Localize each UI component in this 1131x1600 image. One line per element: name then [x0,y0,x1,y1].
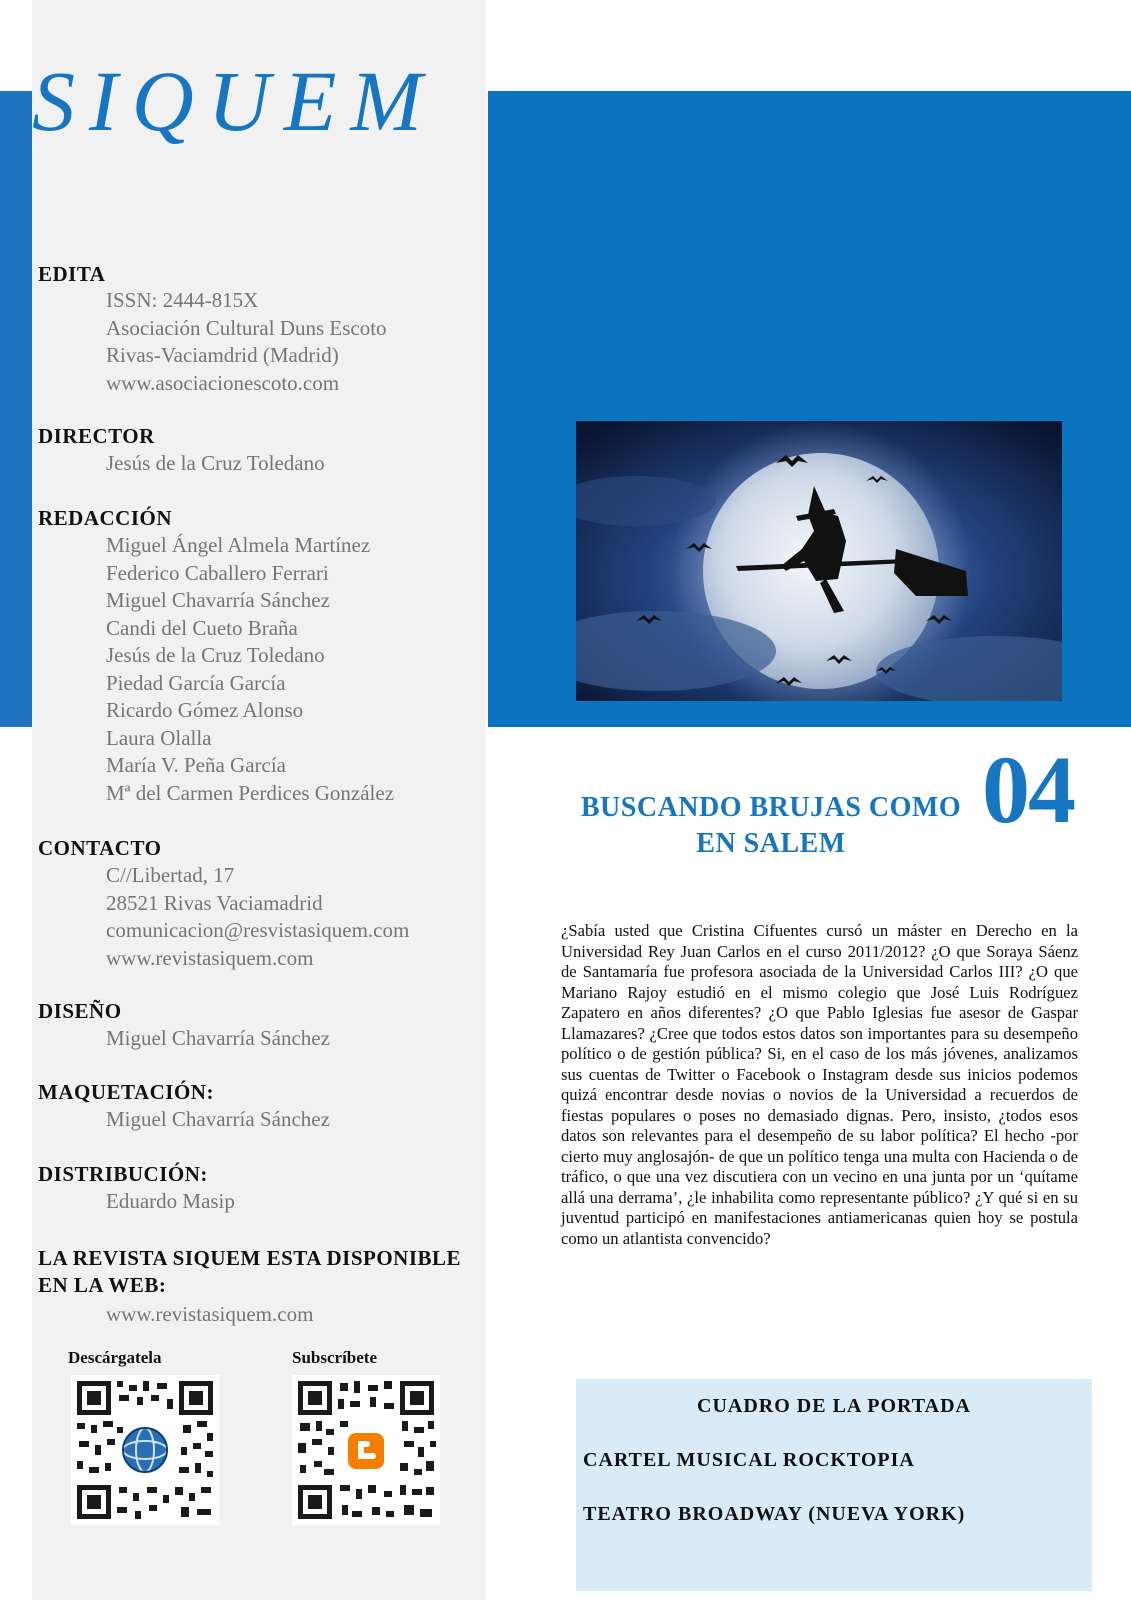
staff-name: Laura Olalla [106,725,212,750]
globe-icon [123,1428,167,1472]
article-title-line2: EN SALEM [696,828,846,859]
contacto-lines [106,862,409,972]
siquem-logo: SIQUEM [32,53,437,149]
issn-text: ISSN: 2444-815X [106,288,259,312]
cover-photo-witch-moon [576,421,1062,701]
publisher-text: Asociación Cultural Duns Escoto [106,315,387,340]
maquetacion-heading: MAQUETACIÓN: [38,1080,214,1104]
staff-name: Ricardo Gómez Alonso [106,698,304,722]
staff-name: Federico Caballero Ferrari [106,560,329,585]
layout-name: Miguel Chavarría Sánchez [106,1107,330,1131]
article-title-line1: BUSCANDO BRUJAS COMO [580,792,962,823]
staff-name: María V. Peña García [106,753,286,777]
redaccion-heading: REDACCIÓN [38,506,173,530]
left-accent-bar [0,91,32,727]
staff-name: Miguel Ángel Almela Martínez [106,533,371,557]
witch-moon-illustration [576,421,1062,701]
maquetacion-lines [106,1106,330,1134]
edita-heading: EDITA [38,262,106,286]
staff-name: Candi del Cueto Braña [106,615,298,640]
address-street: C//Libertad, 17 [106,863,235,887]
redaccion-lines [106,532,394,807]
cover-info-title: CUADRO DE LA PORTADA [697,1395,971,1417]
web-heading-line1: LA REVISTA SIQUEM ESTA DISPONIBLE [38,1246,462,1270]
download-qr-code[interactable] [71,1375,219,1525]
subscribe-qr-code[interactable] [292,1375,440,1525]
magazine-url-link[interactable]: www.revistasiquem.com [106,1302,314,1326]
address-city: 28521 Rivas Vaciamadrid [106,890,323,915]
distribucion-lines [106,1188,235,1216]
staff-name: Jesús de la Cruz Toledano [106,643,325,667]
download-qr-label: Descárgatela [68,1348,162,1367]
staff-name: Piedad García García [106,670,286,695]
director-lines [106,450,325,478]
publisher-url-link[interactable]: www.asociacionescoto.com [106,370,340,395]
staff-name: Miguel Chavarría Sánchez [106,588,330,612]
distribucion-heading: DISTRIBUCIÓN: [38,1162,208,1186]
diseno-heading: DISEÑO [38,999,122,1023]
director-name: Jesús de la Cruz Toledano [106,451,325,475]
designer-name: Miguel Chavarría Sánchez [106,1026,330,1050]
distributor-name: Eduardo Masip [106,1189,235,1213]
web-availability-heading [38,1245,488,1299]
edita-lines [106,287,387,397]
contacto-heading: CONTACTO [38,836,162,860]
web-heading-line2: EN LA WEB: [38,1273,167,1297]
cover-info-venue: TEATRO BROADWAY (NUEVA YORK) [583,1503,966,1525]
director-heading: DIRECTOR [38,424,155,448]
article-title [560,790,982,862]
contact-url-link[interactable]: www.revistasiquem.com [106,945,314,970]
issue-number: 04 [982,736,1074,843]
blogger-icon [348,1433,384,1469]
download-qr-graphic [71,1375,219,1525]
subscribe-qr-graphic [292,1375,440,1525]
article-body-text: ¿Sabía usted que Cristina Cifuentes cursó un máster en Derecho en la Universidad Rey Juan Carlos en el curso 2011/2012? ¿O que Soraya Sáenz de Santamaría fue profesora asociada de la Universidad Carlos III? ¿O que Mariano Rajoy estudió en el mismo colegio que José Luis Rodríguez Zapatero en años diferentes? ¿O que Pablo Iglesias fue asesor de Gaspar Llamazares? ¿Cree que todos estos datos son importantes para su desempeño político o de gestión pública? Si, en el caso de los más jóvenes, analizamos sus cuentas de Twitter o Facebook o Instagram desde sus inicios podemos quizá encontrar desde novias o novios de la Universidad a recuerdos de fiestas populares o poses no demasiado dignas. Pero, insisto, ¿todos esos datos son relevantes para el desempeño de su labor política? El hecho -por cierto muy anglosajón- de que un político tenga una multa con Hacienda o de tráfico, o que una vez discutiera con un vecino en una junta por un ‘quítame allá una derrama’, ¿le inhabilita como representante público? ¿Y qué si en su juventud participó en manifestaciones antiamericanas quien hoy se postula como un atlantista convencido? [561,921,1078,1248]
diseno-lines [106,1025,330,1053]
web-lines [106,1301,313,1329]
staff-name: Mª del Carmen Perdices González [106,780,395,805]
cover-info-artwork: CARTEL MUSICAL ROCKTOPIA [583,1449,915,1471]
cover-info-box [576,1379,1092,1591]
contact-email-link[interactable]: comunicacion@resvistasiquem.com [106,918,410,942]
location-text: Rivas-Vaciamdrid (Madrid) [106,343,339,367]
subscribe-qr-label: Subscríbete [292,1348,377,1367]
